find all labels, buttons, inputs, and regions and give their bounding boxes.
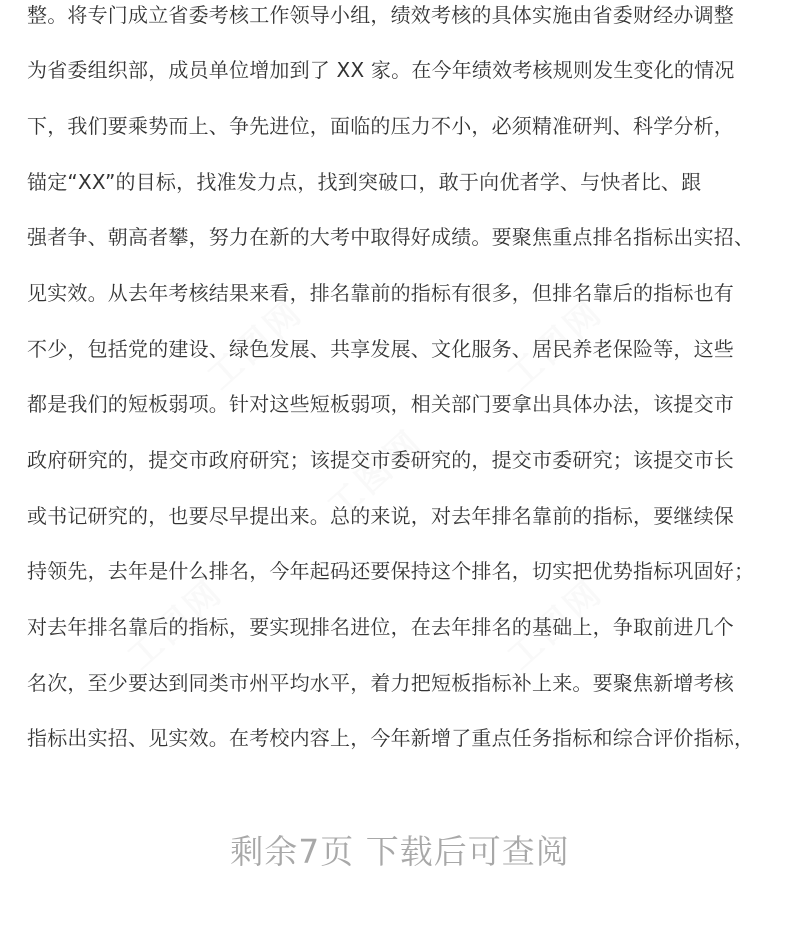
paragraph-line: 强者争、朝高者攀，努力在新的大考中取得好成绩。要聚焦重点排名指标出实招、	[27, 225, 755, 249]
paragraph-line: 都是我们的短板弱项。针对这些短板弱项，相关部门要拿出具体办法，该提交市	[27, 392, 734, 416]
paragraph-line: 持领先，去年是什么排名，今年起码还要保持这个排名，切实把优势指标巩固好；	[27, 559, 755, 583]
watermark-text: 工图网	[119, 571, 232, 678]
watermark-text: 工图网	[499, 571, 612, 678]
paragraph-line: 或书记研究的，也要尽早提出来。总的来说，对去年排名靠前的指标，要继续保	[27, 504, 734, 528]
paragraph-line: 指标出实招、见实效。在考校内容上，今年新增了重点任务指标和综合评价指标，	[27, 726, 755, 750]
paragraph-line: 见实效。从去年考核结果来看，排名靠前的指标有很多，但排名靠后的指标也有	[27, 281, 734, 305]
paragraph-line: 为省委组织部，成员单位增加到了 XX 家。在今年绩效考核规则发生变化的情况	[27, 58, 735, 82]
remaining-pages-link[interactable]: 剩余7页 下载后可查阅	[230, 832, 570, 871]
paragraph-line: 下，我们要乘势而上、争先进位，面临的压力不小，必须精准研判、科学分析，	[27, 114, 734, 138]
paragraph-line: 不少，包括党的建设、绿色发展、共享发展、文化服务、居民养老保险等，这些	[27, 337, 734, 361]
paragraph-line: 政府研究的，提交市政府研究；该提交市委研究的，提交市委研究；该提交市长	[27, 448, 734, 472]
watermark-text: 工图网	[499, 291, 612, 398]
paragraph-line: 锚定“XX”的目标，找准发力点，找到突破口，敢于向优者学、与快者比、跟	[27, 170, 702, 194]
watermark-text: 工图网	[319, 421, 432, 528]
watermark-text: 工图网	[199, 291, 312, 398]
paragraph-line: 整。将专门成立省委考核工作领导小组，绩效考核的具体实施由省委财经办调整	[27, 3, 734, 27]
paragraph-line: 名次，至少要达到同类市州平均水平，着力把短板指标补上来。要聚焦新增考核	[27, 671, 734, 695]
paragraph-line: 对去年排名靠后的指标，要实现排名进位，在去年排名的基础上，争取前进几个	[27, 615, 734, 639]
